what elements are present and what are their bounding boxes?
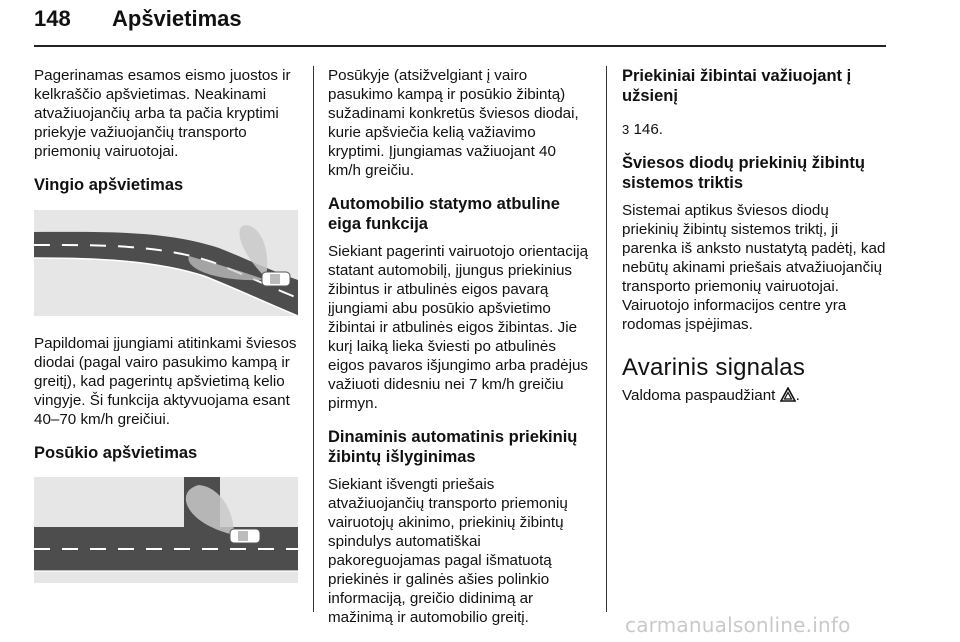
- triktis-paragraph: Sistemai aptikus šviesos diodų priekinių žibintų sistemos triktį, ji parenka iš anksto nustatytą padėtį, kad nebūtų akinami priešais atvažiuojančių transporto priemonių vairuotojai. Vairuotojo informacijos centre yra rodomas įspėjimas.: [622, 202, 886, 333]
- header-rule: [34, 45, 886, 47]
- column-divider-2: [606, 66, 607, 612]
- heading-vingio: Vingio apšvietimas: [34, 176, 184, 194]
- bend-lighting-illustration: [34, 210, 298, 316]
- heading-avarinis: Avarinis signalas: [622, 354, 806, 381]
- car-icon: [230, 529, 260, 543]
- heading-triktis: Šviesos diodų priekinių žibintų sistemos triktis: [622, 154, 865, 192]
- avarinis-paragraph: [622, 386, 888, 405]
- heading-atbuline: Automobilio statymo atbuline eiga funkcija: [328, 195, 560, 233]
- car-icon: [262, 272, 290, 286]
- turn-lighting-illustration: [34, 477, 298, 583]
- chapter-title: Apšvietimas: [112, 6, 242, 31]
- column-divider-1: [313, 66, 314, 612]
- cross-reference[interactable]: [622, 120, 888, 139]
- page-number: 148: [34, 6, 71, 31]
- heading-dinaminis: Dinaminis automatinis priekinių žibintų išlyginimas: [328, 428, 578, 466]
- heading-posukio: Posūkio apšvietimas: [34, 444, 198, 462]
- reference-arrow-icon: 3: [622, 122, 630, 137]
- atbuline-paragraph: Siekiant pagerinti vairuotojo orientaciją statant automobilį, įjungus priekinius žibintus ir atbulinės eigos pavarą įjungiami abu posūkio apšvietimo žibintai ir atbulinės eigos žibintas. Jie kurį laiką lieka šviesti po atbulinės eigos pavaros išjungimo arba pradėjus važiuoti didesniu nei 7 km/h greičiu pirmyn.: [328, 243, 589, 412]
- reference-page: 146.: [633, 121, 664, 138]
- dinaminis-paragraph: Siekiant išvengti priešais atvažiuojančių transporto priemonių vairuotojų akinimo, priekinių žibintų spindulys automatiškai pakoreguojamas pagal išmatuotą priekinės ir galinės ašies polinkio informaciją, greičio didinimą ar mažinimą ir automobilio greitį.: [328, 476, 568, 626]
- watermark: carmanualsonline.info: [625, 613, 851, 637]
- page-header: [34, 6, 242, 32]
- avarinis-text: Valdoma paspaudžiant: [622, 387, 776, 404]
- column-1: [34, 66, 300, 583]
- column-2: [328, 66, 592, 627]
- intro-paragraph: Pagerinamas esamos eismo juostos ir kelkraščio apšvietimas. Neakinami atvažiuojančių arba ta pačia kryptimi priekyje važiuojančių transporto priemonių vairuotojai.: [34, 67, 291, 160]
- hazard-triangle-icon: [780, 387, 796, 402]
- heading-uzsieni: Priekiniai žibintai važiuojant į užsienį: [622, 67, 852, 105]
- avarinis-end: .: [795, 387, 800, 404]
- posukio-paragraph: Posūkyje (atsižvelgiant į vairo pasukimo kampą ir posūkio žibintą) sužadinami konkretūs šviesos diodai, kurie apšviečia kelią važiavimo kryptimi. Įjungiamas važiuojant 40 km/h greičiu.: [328, 67, 579, 179]
- vingio-paragraph: Papildomai įjungiami atitinkami šviesos diodai (pagal vairo pasukimo kampą ir greitį), kad pagerintų apšvietimą kelio vingyje. Ši funkcija aktyvuojama esant 40–70 km/h greičiui.: [34, 335, 297, 428]
- column-3: [622, 66, 888, 405]
